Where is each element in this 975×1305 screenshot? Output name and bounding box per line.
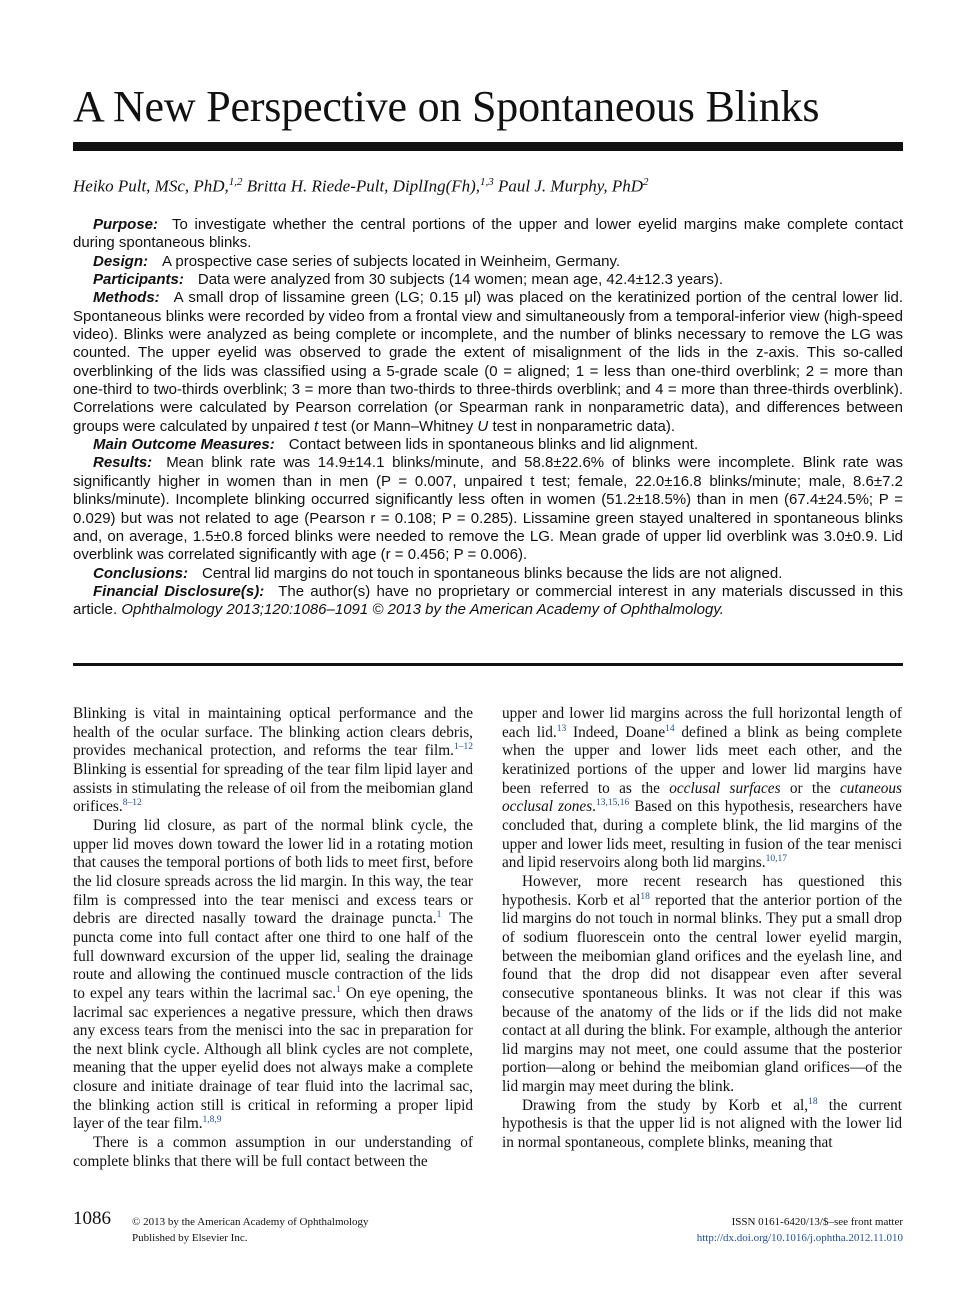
reference-link[interactable]: 8–12 <box>122 798 142 809</box>
abstract <box>73 216 903 620</box>
abstract-purpose <box>73 216 903 253</box>
reference-link[interactable]: 14 <box>665 723 675 734</box>
abstract-text: A prospective case series of subjects located in Weinheim, Germany. <box>162 252 621 270</box>
author-name: Paul J. Murphy, PhD <box>498 176 643 196</box>
abstract-text: The author(s) have no proprietary or commercial interest in any materials discussed in this article. <box>73 582 903 619</box>
abstract-rule <box>73 663 903 666</box>
body-column-left <box>73 705 473 1171</box>
body-text: defined a blink as being complete when the upper and lower lids meet each other, and the keratinized portions of the upper and lower lid margins have been referred to as the <box>502 723 902 797</box>
author-name: Britta H. Riede-Pult, DiplIng(Fh), <box>246 176 481 196</box>
abstract-text: To investigate whether the central portions of the upper and lower eyelid margins make complete contact during spontaneous blinks. <box>73 216 903 252</box>
italic-term: occlusal surfaces <box>669 779 781 797</box>
abstract-label: Conclusions: <box>93 564 189 582</box>
page-number: 1086 <box>73 1208 111 1229</box>
body-paragraph: upper and lower lid margins across the full horizontal length of each lid.$^{13}$ Indeed, Doane$^{14}$ defined a blink as being complete when the upper and lower lids meet each other, and the keratinized portions of the upper and lower lid margins have been referred to as the occlusal surfaces or the cutaneous occlusal zones.$^{13,15,16}$ Based on this hypothesis, researchers have concluded that, during a complete blink, the lid margins of the upper and lower lids meet, resulting in fusion of the tear menisci and lipid reservoirs along both lid margins.$^{10,17}$ <box>502 705 903 872</box>
publisher-line: Published by Elsevier Inc. <box>132 1232 248 1244</box>
footer-copyright <box>132 1214 369 1246</box>
author-affiliation: 1,3 <box>480 176 494 188</box>
copyright-line: © 2013 by the American Academy of Ophthalmology <box>132 1216 369 1228</box>
abstract-label: Main Outcome Measures: <box>93 436 275 454</box>
body-paragraph <box>73 817 473 1134</box>
reference-link[interactable]: 13,15,16 <box>595 798 630 809</box>
body-paragraph <box>502 873 902 1097</box>
body-text: There is a common assumption in our understanding of complete blinks that there will be full contact between the <box>73 1134 473 1170</box>
article-title: A New Perspective on Spontaneous Blinks <box>73 82 820 131</box>
author-name: Heiko Pult, MSc, PhD, <box>73 176 229 196</box>
issn-line: ISSN 0161-6420/13/$–see front matter <box>731 1216 903 1228</box>
journal-citation: Ophthalmology 2013;120:1086–1091 © 2013 by the American Academy of Ophthalmology. <box>121 601 724 619</box>
reference-link[interactable]: 1 <box>436 910 442 921</box>
abstract-participants <box>73 271 903 289</box>
abstract-label: Purpose: <box>93 216 159 233</box>
reference-link[interactable]: 13 <box>556 723 567 734</box>
title-rule <box>73 142 903 151</box>
abstract-text: A small drop of lissamine green (LG; 0.15 μl) was placed on the keratinized portion of the central lower lid. Spontaneous blinks were recorded by video from a frontal view and simultaneously from a temporal-inferior view (high-speed video). Blinks were analyzed as being complete or incomplete, and the number of blinks necessary to remove the LG was counted. The upper eyelid was observed to grade the extent of misalignment of the lids in the z-axis. This so-called overblinking of the lids was classified using a 5-grade scale (0 = aligned; 1 = less than one-third overblink; 2 = more than one-third to two-thirds overblink; 3 = more than two-thirds to three-thirds overblink; and 4 = more than three-thirds overblink). Correlations were calculated by Pearson correlation (or Spearman rank in nonparametric data), and differences between groups were calculated by unpaired <box>73 289 903 435</box>
body-text: Based on this hypothesis, researchers have concluded that, during a complete blink, the lid margins of the upper and lower lids meet, resulting in fusion of the tear menisci and lipid reservoirs along both lid margins. <box>502 798 903 872</box>
body-text: Blinking is essential for spreading of the tear film lipid layer and assists in stimulating the release of oil from the meibomian gland orifices. <box>73 760 473 816</box>
author-list <box>73 170 903 199</box>
body-text: or the <box>789 779 831 797</box>
body-text: On eye opening, the lacrimal sac experiences a negative pressure, which then draws any excess tears from the menisci into the sac in preparation for the next blink cycle. Although all blink cycles are not complete, meaning that the upper eyelid does not always make a complete closure and initiate drainage of tear fluid into the lacrimal sac, the blinking action still is critical in reforming a proper lipid layer of the tear film. <box>73 984 473 1133</box>
body-text: the current hypothesis is that the upper lid is not aligned with the lower lid in normal spontaneous, complete blinks, meaning that <box>502 1096 902 1152</box>
reference-link[interactable]: 10,17 <box>765 854 787 865</box>
body-text: However, more recent research has questioned this hypothesis. Korb et al <box>502 872 902 909</box>
abstract-design <box>73 253 903 271</box>
body-text: upper and lower lid margins across the full horizontal length of each lid. <box>502 705 902 741</box>
abstract-label: Participants: <box>93 271 184 289</box>
reference-link[interactable]: 18 <box>808 1096 818 1107</box>
body-paragraph <box>73 1134 473 1171</box>
abstract-text: Central lid margins do not touch in spontaneous blinks because the lids are not aligned. <box>202 564 783 582</box>
body-text: Indeed, Doane <box>573 723 666 741</box>
abstract-conclusions <box>73 565 903 583</box>
abstract-text: Mean blink rate was 14.9±14.1 blinks/minute, and 58.8±22.6% of blinks were incomplete. Blink rate was significantly higher in women than in men (P = 0.007, unpaired t test; female, 22.0±16.8 blinks/minute; male, 8.6±7.2 blinks/minute). Incomplete blinking occurred significantly less often in women (51.2±18.5%) than in men (67.4±24.5%; P = 0.029) but was not related to age (Pearson r = 0.108; P = 0.285). Lissamine green stayed unaltered in spontaneous blinks and, on average, 1.5±0.8 forced blinks were needed to remove the LG. Mean grade of upper lid overblink was 3.0±0.9. Lid overblink was correlated significantly with age (r = 0.456; P = 0.006). <box>73 454 903 564</box>
body-text: The puncta come into full contact after one third to one half of the full downward excursion of the upper lid, sealing the drainage route and allowing the continued muscle contraction of the lids to expel any tears within the lacrimal sac. <box>73 910 473 1002</box>
body-text: Blinking is vital in maintaining optical performance and the health of the ocular surface. The blinking action clears debris, provides mechanical protection, and reforms the tear film. <box>73 705 473 760</box>
abstract-italic: U <box>477 417 489 435</box>
abstract-results <box>73 454 903 564</box>
body-text: During lid closure, as part of the normal blink cycle, the upper lid moves down toward the lower lid in a rotating motion that causes the temporal portions of both lids to meet first, before the lid closure spreads across the lid margin. In this way, the tear film is compressed into the tear menisci and excess tears or debris are directed nasally toward the drainage puncta. <box>73 816 473 928</box>
body-text: reported that the anterior portion of the lid margins do not touch in normal blinks. They put a small drop of sodium fluorescein onto the central lower eyelid margin, between the meibomian gland orifices and the eyelash line, and found that the drop did not disappear even after several consecutive spontaneous blinks. It was not clear if this was because of the anatomy of the lids or if the lids did not make contact at all during the blink. For example, although the anterior lid margins may not meet, one could assume that the posterior portion—along or behind the meibomian gland orifices—of the lid margin may meet during the blink. <box>502 891 902 1096</box>
abstract-text: test (or Mann–Whitney <box>322 417 474 435</box>
reference-link[interactable]: 1–12 <box>454 742 473 753</box>
body-paragraph <box>73 705 473 817</box>
author-affiliation: 2 <box>642 176 649 188</box>
body-column-right <box>502 705 902 1153</box>
abstract-label: Results: <box>93 454 153 472</box>
abstract-disclosure <box>73 583 903 620</box>
italic-term: cutaneous occlusal zones <box>502 779 902 816</box>
reference-link[interactable]: 18 <box>640 891 650 902</box>
reference-link[interactable]: 1,8,9 <box>202 1115 222 1126</box>
abstract-text: Contact between lids in spontaneous blinks and lid alignment. <box>288 436 699 454</box>
abstract-label: Financial Disclosure(s): <box>93 582 265 600</box>
abstract-text: test in nonparametric data). <box>492 417 676 435</box>
abstract-italic: t <box>314 417 319 435</box>
body-text: Drawing from the study by Korb et al, <box>522 1096 809 1114</box>
abstract-text: Data were analyzed from 30 subjects (14 women; mean age, 42.4±12.3 years). <box>197 271 724 289</box>
abstract-label: Methods: <box>93 289 160 307</box>
author-affiliation: 1,2 <box>228 176 243 188</box>
doi-link[interactable]: http://dx.doi.org/10.1016/j.ophtha.2012.11.010 <box>696 1232 903 1244</box>
abstract-methods <box>73 289 903 436</box>
abstract-outcome <box>73 436 903 454</box>
reference-link[interactable]: 1 <box>336 984 341 995</box>
abstract-label: Design: <box>93 252 149 270</box>
body-paragraph <box>502 1097 902 1153</box>
footer-identifiers <box>697 1214 903 1246</box>
